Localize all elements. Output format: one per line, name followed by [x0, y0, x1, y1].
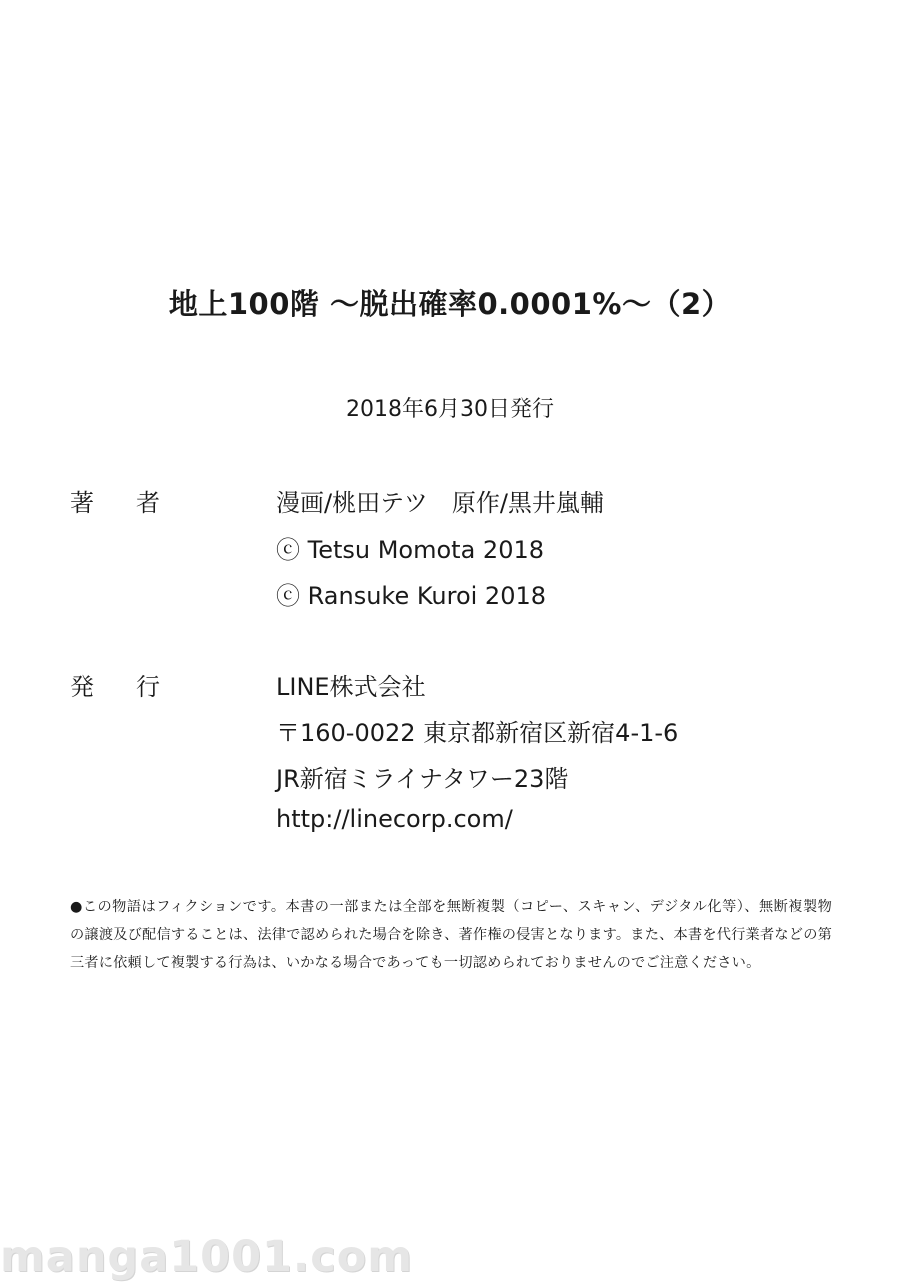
author-credits: 漫画/桃田テツ 原作/黒井嵐輔 [276, 489, 604, 517]
author-label [70, 483, 160, 518]
author-copyright-1: ⓒ Tetsu Momota 2018 [276, 536, 545, 564]
publication-date: 2018年6月30日発行 [346, 397, 554, 422]
author-label-char-2: 者 [136, 489, 160, 517]
publisher-label-char-2: 行 [136, 673, 160, 701]
publisher-label [70, 667, 160, 702]
publisher-building: JR新宿ミライナタワー23階 [276, 765, 569, 793]
publisher-url: http://linecorp.com/ [276, 805, 513, 833]
author-copyright-2: ⓒ Ransuke Kuroi 2018 [276, 582, 546, 610]
author-label-char-1: 著 [70, 489, 94, 517]
book-title: 地上100階 ～脱出確率0.0001%～（2） [168, 287, 732, 321]
site-watermark: manga1001.com [0, 1232, 414, 1282]
copyright-notice: ●この物語はフィクションです。本書の一部または全部を無断複製（コピー、スキャン、デジタル化等）、無断複製物の譲渡及び配信することは、法律で認められた場合を除き、著作権の侵害となります。また、本書を代行業者などの第三者に依頼して複製する行為は、いかなる場合であっても一切認められておりませんのでご注意ください。 [70, 899, 832, 971]
publisher-name: LINE株式会社 [276, 673, 426, 701]
publisher-label-char-1: 発 [70, 673, 94, 701]
publisher-address: 〒160-0022 東京都新宿区新宿4-1-6 [276, 719, 679, 747]
